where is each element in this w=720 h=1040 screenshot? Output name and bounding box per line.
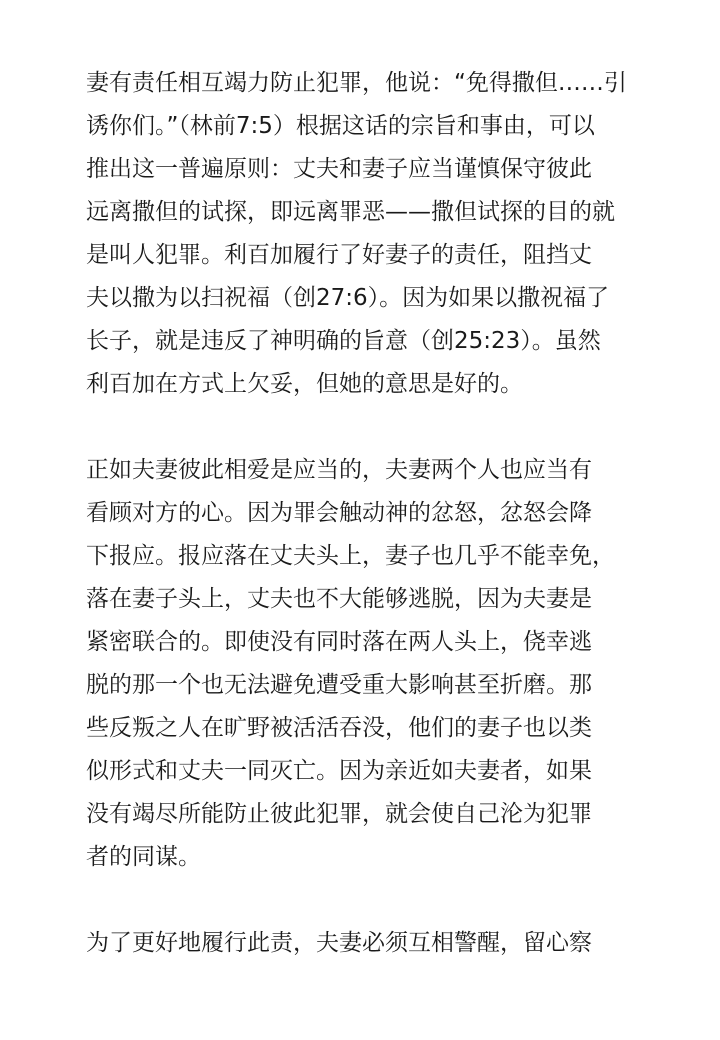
- text-line: 脱的那一个也无法避免遭受重大影响甚至折磨。那: [86, 672, 592, 698]
- text-line: 似形式和丈夫一同灭亡。因为亲近如夫妻者，如果: [86, 758, 592, 784]
- text-line: 长子，就是违反了神明确的旨意（创25:23）。虽然: [86, 328, 601, 354]
- text-line: 利百加在方式上欠妥，但她的意思是好的。: [86, 371, 523, 397]
- text-line: 远离撒但的试探，即远离罪恶——撒但试探的目的就: [86, 199, 615, 225]
- text-line: 是叫人犯罪。利百加履行了好妻子的责任，阻挡丈: [86, 242, 592, 268]
- text-line: 妻有责任相互竭力防止犯罪，他说：“免得撒但……引: [86, 70, 627, 96]
- paragraph-3: [86, 922, 638, 965]
- text-line: 推出这一普遍原则：丈夫和妻子应当谨慎保守彼此: [86, 156, 592, 182]
- text-line: 为了更好地履行此责，夫妻必须互相警醒，留心察: [86, 930, 592, 956]
- text-line: 看顾对方的心。因为罪会触动神的忿怒，忿怒会降: [86, 500, 592, 526]
- paragraph-2: [86, 449, 638, 879]
- text-line: 者的同谋。: [86, 844, 201, 870]
- article-body: [86, 62, 638, 1008]
- text-line: 紧密联合的。即使没有同时落在两人头上，侥幸逃: [86, 629, 592, 655]
- text-line: 正如夫妻彼此相爱是应当的，夫妻两个人也应当有: [86, 457, 592, 483]
- text-line: 下报应。报应落在丈夫头上，妻子也几乎不能幸免，: [86, 543, 615, 569]
- paragraph-1: [86, 62, 638, 406]
- text-line: 没有竭尽所能防止彼此犯罪，就会使自己沦为犯罪: [86, 801, 592, 827]
- text-line: 夫以撒为以扫祝福（创27:6）。因为如果以撒祝福了: [86, 285, 610, 311]
- text-line: 诱你们。”（林前7:5）根据这话的宗旨和事由，可以: [86, 113, 595, 139]
- text-line: 些反叛之人在旷野被活活吞没，他们的妻子也以类: [86, 715, 592, 741]
- text-line: 落在妻子头上，丈夫也不大能够逃脱，因为夫妻是: [86, 586, 592, 612]
